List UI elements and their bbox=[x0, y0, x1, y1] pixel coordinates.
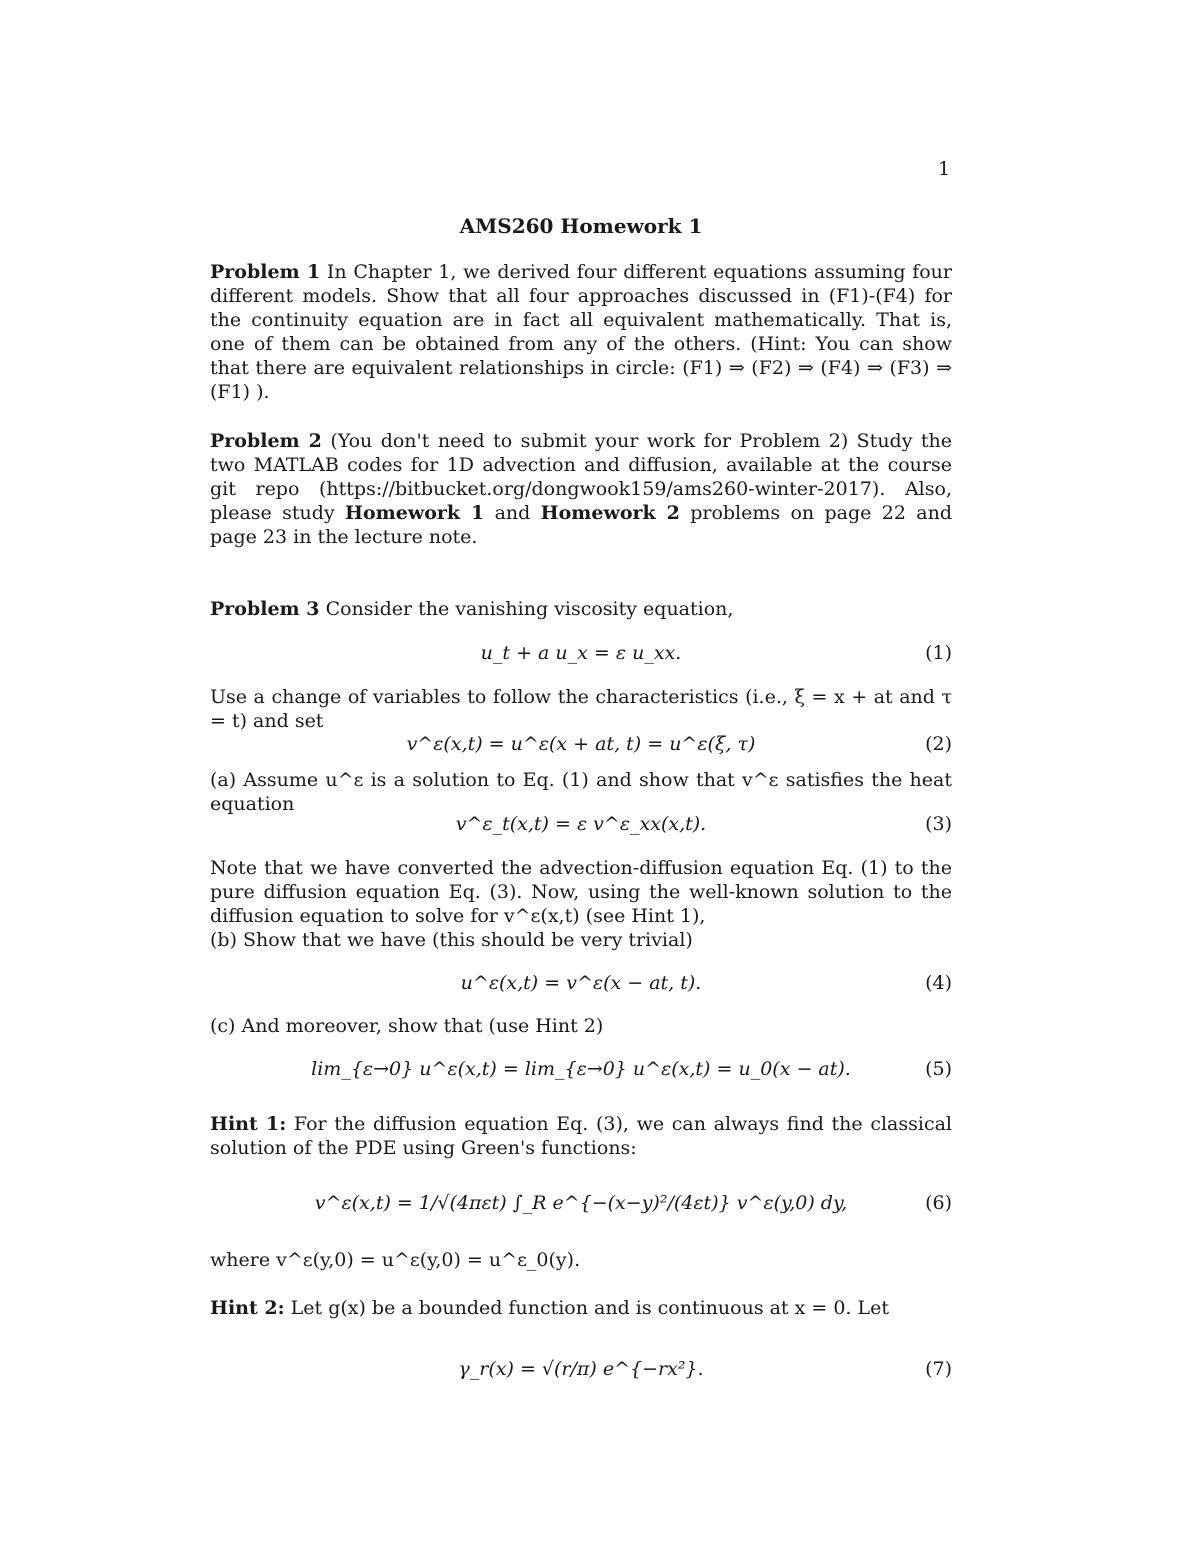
hint-1-heading: Hint 1: bbox=[210, 1113, 287, 1135]
equation-1-expr: u_t + a u_x = ε u_xx. bbox=[480, 642, 682, 664]
hint-2-heading: Hint 2: bbox=[210, 1297, 285, 1319]
hint-1-text: For the diffusion equation Eq. (3), we can always find the classical solution of the PDE using Green's functions: bbox=[210, 1113, 952, 1159]
equation-5-number: (5) bbox=[925, 1058, 952, 1080]
problem-2-homework-1: Homework 1 bbox=[345, 502, 485, 524]
equation-3-number: (3) bbox=[925, 813, 952, 835]
equation-2-number: (2) bbox=[925, 733, 952, 755]
hint-1-where: where v^ε(y,0) = u^ε(y,0) = u^ε_0(y). bbox=[210, 1249, 581, 1271]
equation-5-expr: lim_{ε→0} u^ε(x,t) = lim_{ε→0} u^ε(x,t) = u_0(x − at). bbox=[311, 1058, 851, 1080]
problem-2-and: and bbox=[494, 502, 531, 524]
equation-7 bbox=[210, 1358, 952, 1388]
part-b-text: (b) Show that we have (this should be very trivial) bbox=[210, 929, 693, 951]
problem-2-text-a: (You don't need to submit your work for Problem 2) Study the two MATLAB codes for 1D advection and diffusion, available at the course git repo (https://bitbucket.org/dongwook159/ams260-winter-2017). Also, please study bbox=[210, 430, 952, 524]
problem-1-heading: Problem 1 bbox=[210, 261, 321, 283]
equation-1-number: (1) bbox=[925, 642, 952, 664]
equation-2 bbox=[210, 733, 952, 763]
equation-4 bbox=[210, 972, 952, 1002]
equation-6-number: (6) bbox=[925, 1192, 952, 1214]
equation-6-expr: v^ε(x,t) = 1/√(4πεt) ∫_R e^{−(x−y)²/(4εt)} v^ε(y,0) dy, bbox=[314, 1192, 848, 1214]
problem-3-intro bbox=[210, 597, 952, 621]
equation-4-expr: u^ε(x,t) = v^ε(x − at, t). bbox=[460, 972, 702, 994]
problem-2-homework-2: Homework 2 bbox=[540, 502, 680, 524]
hint-2 bbox=[210, 1296, 952, 1320]
problem-2 bbox=[210, 429, 952, 549]
equation-7-number: (7) bbox=[925, 1358, 952, 1380]
equation-3 bbox=[210, 813, 952, 843]
hint-1 bbox=[210, 1112, 952, 1160]
hint-2-text: Let g(x) be a bounded function and is continuous at x = 0. Let bbox=[290, 1297, 889, 1319]
equation-7-expr: γ_r(x) = √(r/π) e^{−rx²}. bbox=[458, 1358, 704, 1380]
change-of-variables-text: Use a change of variables to follow the characteristics (i.e., ξ = x + at and τ = t) and set bbox=[210, 686, 952, 732]
problem-3-intro-text: Consider the vanishing viscosity equation, bbox=[325, 598, 734, 620]
part-a-text: (a) Assume u^ε is a solution to Eq. (1) and show that v^ε satisfies the heat equation bbox=[210, 769, 952, 815]
problem-2-heading: Problem 2 bbox=[210, 430, 322, 452]
problem-1 bbox=[210, 260, 952, 404]
part-c-text: (c) And moreover, show that (use Hint 2) bbox=[210, 1015, 604, 1037]
equation-6 bbox=[210, 1192, 952, 1222]
problem-2-text-b: problems on page 22 and page 23 in the lecture note. bbox=[210, 502, 953, 548]
equation-1 bbox=[210, 642, 952, 672]
equation-5 bbox=[210, 1058, 952, 1088]
equation-3-expr: v^ε_t(x,t) = ε v^ε_xx(x,t). bbox=[455, 813, 707, 835]
note-text: Note that we have converted the advection-diffusion equation Eq. (1) to the pure diffusion equation Eq. (3). Now, using the well-known solution to the diffusion equation to solve for v^ε(x,t) (see Hint 1), bbox=[210, 857, 952, 927]
equation-2-expr: v^ε(x,t) = u^ε(x + at, t) = u^ε(ξ, τ) bbox=[406, 733, 756, 755]
page-number: 1 bbox=[938, 158, 951, 180]
document-title: AMS260 Homework 1 bbox=[459, 214, 703, 238]
problem-3-heading: Problem 3 bbox=[210, 598, 320, 620]
problem-1-text: In Chapter 1, we derived four different equations assuming four different models. Show that all four approaches discussed in (F1)-(F4) for the continuity equation are in fact all equivalent mathematically. That is, one of them can be obtained from any of the others. (Hint: You can show that there are equivalent relationships in circle: (F1) ⇒ (F2) ⇒ (F4) ⇒ (F3) ⇒ (F1) ). bbox=[210, 261, 952, 403]
equation-4-number: (4) bbox=[925, 972, 952, 994]
